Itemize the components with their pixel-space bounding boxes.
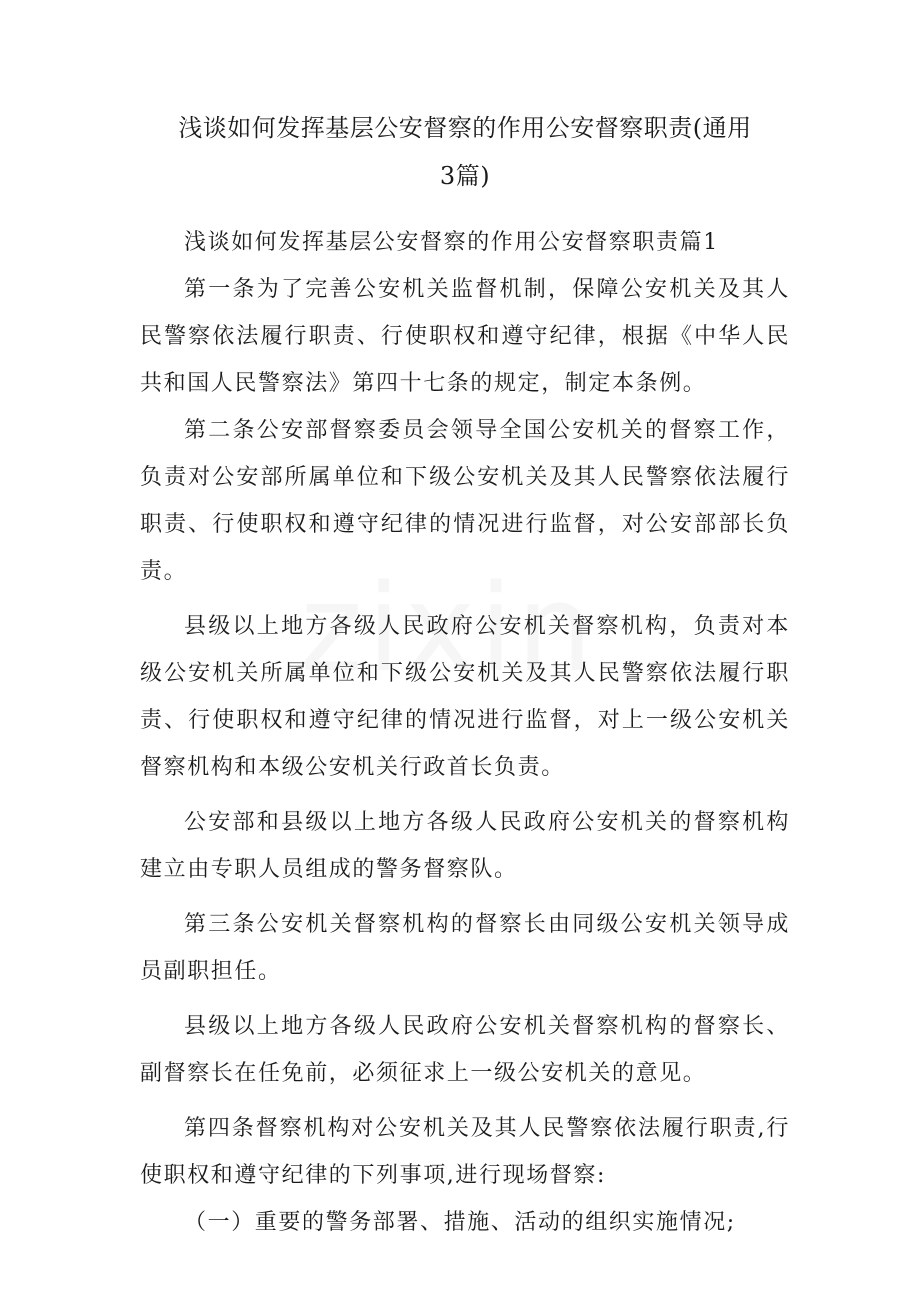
paragraph-article-3: 第三条公安机关督察机构的督察长由同级公安机关领导成员副职担任。 bbox=[140, 912, 790, 984]
paragraph-article-1: 第一条为了完善公安机关监督机制，保障公安机关及其人民警察依法履行职责、行使职权和遵守纪律，根据《中华人民共和国人民警察法》第四十七条的规定，制定本条例。 bbox=[140, 277, 790, 396]
paragraph-article-4: 第四条督察机构对公安机关及其人民警察依法履行职责,行使职权和遵守纪律的下列事项,进行现场督察: bbox=[140, 1116, 790, 1188]
paragraph-article-2: 第二条公安部督察委员会领导全国公安机关的督察工作，负责对公安部所属单位和下级公安机关及其人民警察依法履行职责、行使职权和遵守纪律的情况进行监督，对公安部部长负责。 bbox=[140, 418, 790, 584]
paragraph-local-supervision: 县级以上地方各级人民政府公安机关督察机构，负责对本级公安机关所属单位和下级公安机关及其人民警察依法履行职责、行使职权和遵守纪律的情况进行监督，对上一级公安机关督察机构和本级公安机关行政首长负责。 bbox=[140, 614, 790, 780]
document-title-line-2: 3篇) bbox=[439, 162, 491, 190]
paragraph-appointment: 县级以上地方各级人民政府公安机关督察机构的督察长、副督察长在任免前，必须征求上一级公安机关的意见。 bbox=[140, 1014, 790, 1086]
paragraph-inspection-team: 公安部和县级以上地方各级人民政府公安机关的督察机构建立由专职人员组成的警务督察队。 bbox=[140, 810, 790, 882]
document-title-line-1: 浅谈如何发挥基层公安督察的作用公安督察职责(通用 bbox=[178, 114, 752, 142]
section-heading: 浅谈如何发挥基层公安督察的作用公安督察职责篇1 bbox=[184, 230, 719, 255]
list-item-1: （一）重要的警务部署、措施、活动的组织实施情况; bbox=[184, 1210, 736, 1235]
document-body bbox=[140, 219, 790, 1246]
